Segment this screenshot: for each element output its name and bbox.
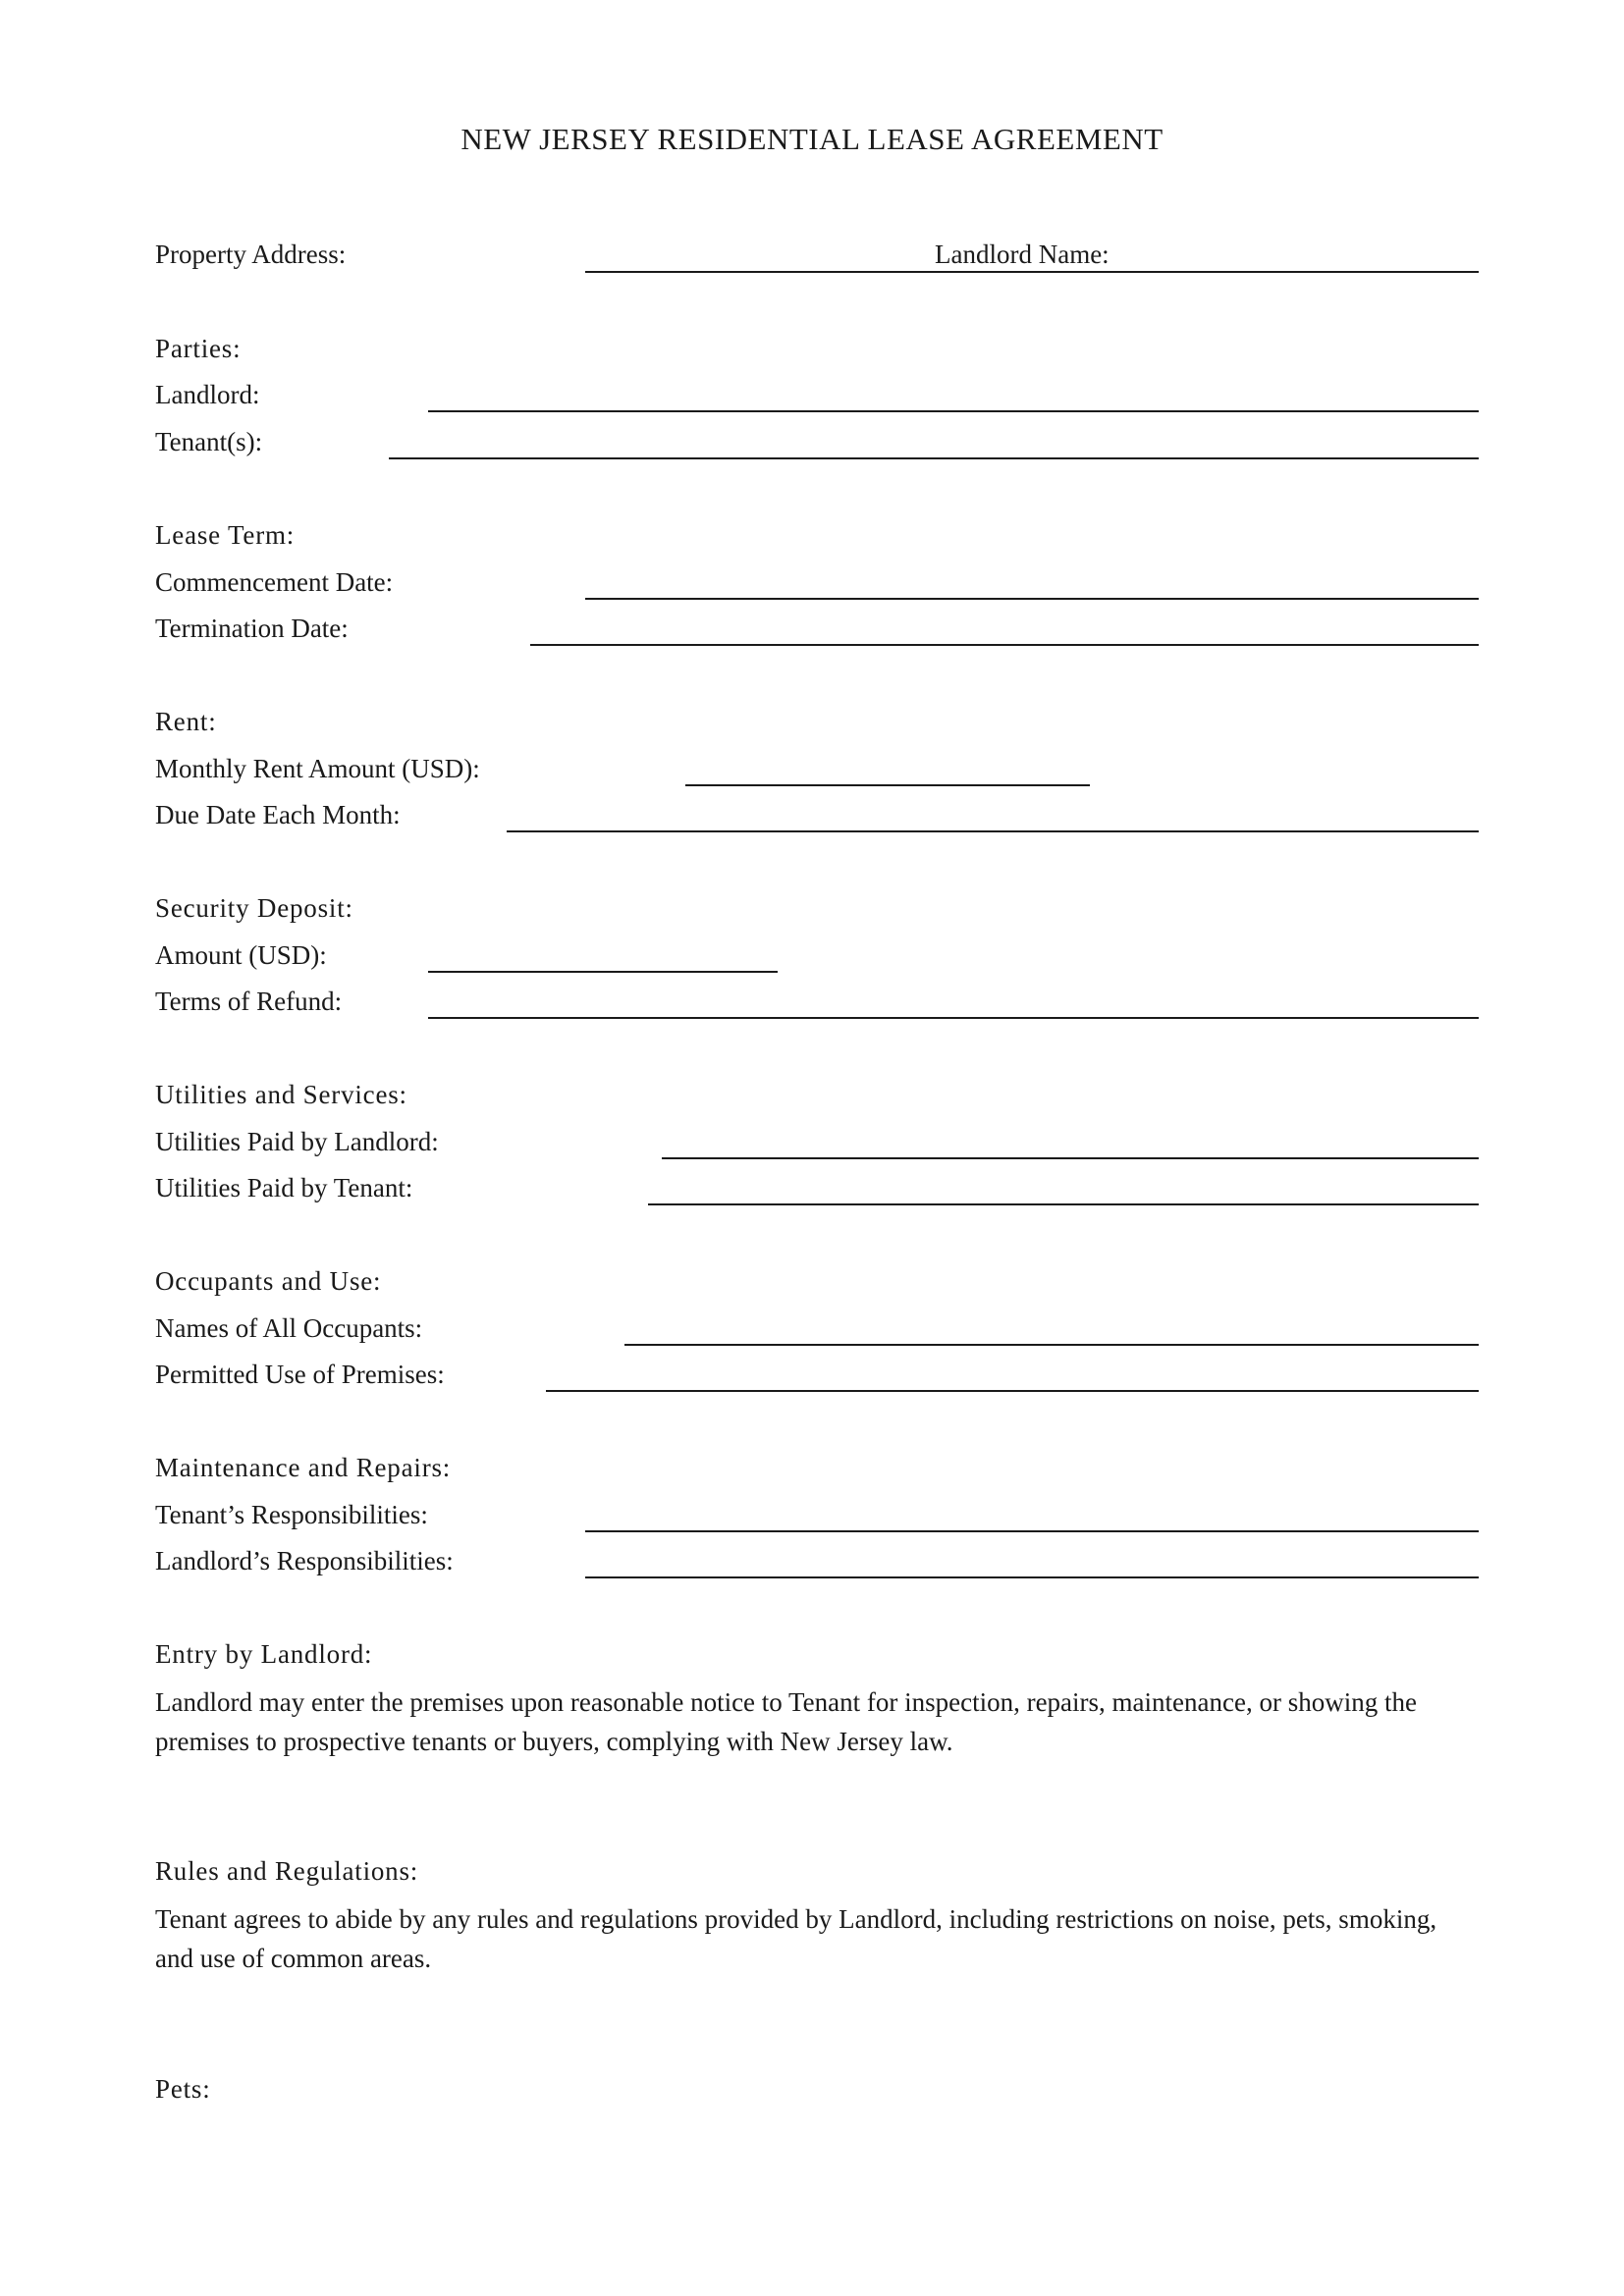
occupant-names-label: Names of All Occupants: <box>155 1313 423 1343</box>
permitted-use-field[interactable] <box>546 1390 1479 1392</box>
maintenance-heading: Maintenance and Repairs: <box>155 1453 452 1482</box>
termination-date-field[interactable] <box>530 644 1479 646</box>
pets-heading: Pets: <box>155 2074 211 2104</box>
property-address-label: Property Address: <box>155 240 347 269</box>
tenant-responsibilities-label: Tenant’s Responsibilities: <box>155 1500 428 1529</box>
monthly-rent-label: Monthly Rent Amount (USD): <box>155 754 480 783</box>
termination-date-label: Termination Date: <box>155 614 349 643</box>
deposit-amount-label: Amount (USD): <box>155 940 327 970</box>
utilities-tenant-field[interactable] <box>648 1203 1479 1205</box>
due-date-field[interactable] <box>507 830 1479 832</box>
landlord-label: Landlord: <box>155 380 260 409</box>
monthly-rent-field[interactable] <box>685 784 1090 786</box>
landlord-field[interactable] <box>428 410 1479 412</box>
entry-paragraph: Landlord may enter the premises upon reasonable notice to Tenant for inspection, repairs, maintenance, or showing the premises to prospective tenants or buyers, complying with New Jersey law. <box>155 1687 1417 1756</box>
due-date-label: Due Date Each Month: <box>155 800 401 829</box>
commencement-date-label: Commencement Date: <box>155 567 394 597</box>
document-title: NEW JERSEY RESIDENTIAL LEASE AGREEMENT <box>460 122 1164 156</box>
utilities-heading: Utilities and Services: <box>155 1080 407 1109</box>
tenants-field[interactable] <box>389 457 1479 459</box>
rules-heading: Rules and Regulations: <box>155 1856 419 1886</box>
deposit-amount-field[interactable] <box>428 971 778 973</box>
lease-term-heading: Lease Term: <box>155 520 296 550</box>
utilities-landlord-field[interactable] <box>662 1157 1479 1159</box>
occupant-names-field[interactable] <box>624 1344 1479 1346</box>
property-address-field[interactable] <box>585 271 1479 273</box>
tenant-responsibilities-field[interactable] <box>585 1530 1479 1532</box>
landlord-responsibilities-field[interactable] <box>585 1576 1479 1578</box>
permitted-use-label: Permitted Use of Premises: <box>155 1360 445 1389</box>
commencement-date-field[interactable] <box>585 598 1479 600</box>
terms-of-refund-field[interactable] <box>428 1017 1479 1019</box>
parties-heading: Parties: <box>155 334 242 363</box>
landlord-responsibilities-label: Landlord’s Responsibilities: <box>155 1546 454 1575</box>
rent-heading: Rent: <box>155 707 217 736</box>
entry-heading: Entry by Landlord: <box>155 1639 373 1669</box>
rules-paragraph: Tenant agrees to abide by any rules and regulations provided by Landlord, including restrictions on noise, pets, smoking, and use of common areas. <box>155 1904 1437 1973</box>
security-deposit-heading: Security Deposit: <box>155 893 353 923</box>
tenants-label: Tenant(s): <box>155 427 263 456</box>
occupants-heading: Occupants and Use: <box>155 1266 382 1296</box>
landlord-name-label: Landlord Name: <box>935 240 1110 269</box>
terms-of-refund-label: Terms of Refund: <box>155 987 343 1016</box>
utilities-landlord-label: Utilities Paid by Landlord: <box>155 1127 439 1156</box>
utilities-tenant-label: Utilities Paid by Tenant: <box>155 1173 413 1202</box>
